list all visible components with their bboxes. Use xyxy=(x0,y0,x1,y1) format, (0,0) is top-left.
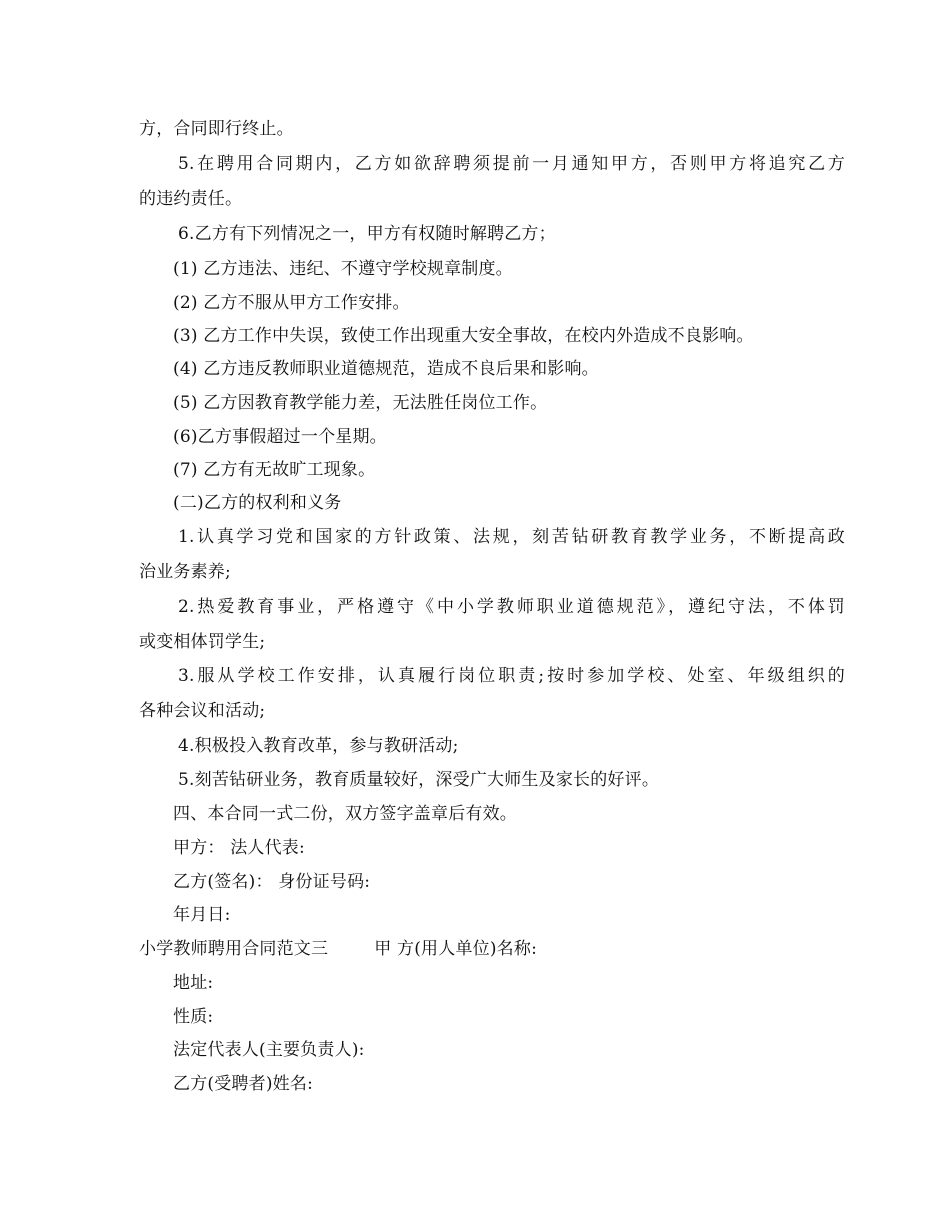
text-line: 5.刻苦钻研业务，教育质量较好，深受广大师生及家长的好评。 xyxy=(178,770,660,790)
text-line: (6)乙方事假超过一个星期。 xyxy=(173,427,387,447)
text-line: (3) 乙方工作中失误，致使工作出现重大安全事故，在校内外造成不良影响。 xyxy=(173,326,754,346)
address-label: 地址: xyxy=(173,973,214,993)
text-line: 2.热爱教育事业，严格遵守《中小学教师职业道德规范》，遵纪守法，不体罚 xyxy=(178,597,845,617)
text-line: (5) 乙方因教育教学能力差，无法胜任岗位工作。 xyxy=(173,393,548,413)
text-line: 的违约责任。 xyxy=(139,189,243,209)
contract-title-line xyxy=(139,937,537,961)
contract-title: 小学教师聘用合同范文三 xyxy=(139,939,329,959)
employer-name-label: 甲 方(用人单位)名称: xyxy=(374,939,537,959)
text-line: 6.乙方有下列情况之一，甲方有权随时解聘乙方； xyxy=(178,224,556,244)
text-line: (2) 乙方不服从甲方工作安排。 xyxy=(173,293,410,313)
signature-line-party-b: 乙方(签名)： 身份证号码: xyxy=(173,872,371,892)
text-line: (1) 乙方违法、违纪、不遵守学校规章制度。 xyxy=(173,259,513,279)
text-line: (7) 乙方有无故旷工现象。 xyxy=(173,460,376,480)
text-line: 1.认真学习党和国家的方针政策、法规，刻苦钻研教育教学业务，不断提高政 xyxy=(178,527,845,547)
text-line: 或变相体罚学生; xyxy=(139,632,266,652)
text-line: 方，合同即行终止。 xyxy=(139,119,294,139)
text-line: 各种会议和活动; xyxy=(139,701,266,721)
text-line: 4.积极投入教育改革，参与教研活动; xyxy=(178,736,459,756)
text-line: 5.在聘用合同期内，乙方如欲辞聘须提前一月通知甲方，否则甲方将追究乙方 xyxy=(178,154,845,174)
nature-label: 性质: xyxy=(173,1007,214,1027)
signature-line-party-a: 甲方： 法人代表: xyxy=(173,838,305,858)
text-line: 3.服从学校工作安排，认真履行岗位职责;按时参加学校、处室、年级组织的 xyxy=(178,666,845,686)
text-line: (4) 乙方违反教师职业道德规范，造成不良后果和影响。 xyxy=(173,359,599,379)
text-line: 治业务素养; xyxy=(139,562,231,582)
text-line: 四、本合同一式二份，双方签字盖章后有效。 xyxy=(173,804,517,824)
section-heading: (二)乙方的权利和义务 xyxy=(173,493,342,513)
date-line: 年月日: xyxy=(173,905,231,925)
employee-name-label: 乙方(受聘者)姓名: xyxy=(173,1074,313,1094)
legal-representative-label: 法定代表人(主要负责人): xyxy=(173,1040,365,1060)
